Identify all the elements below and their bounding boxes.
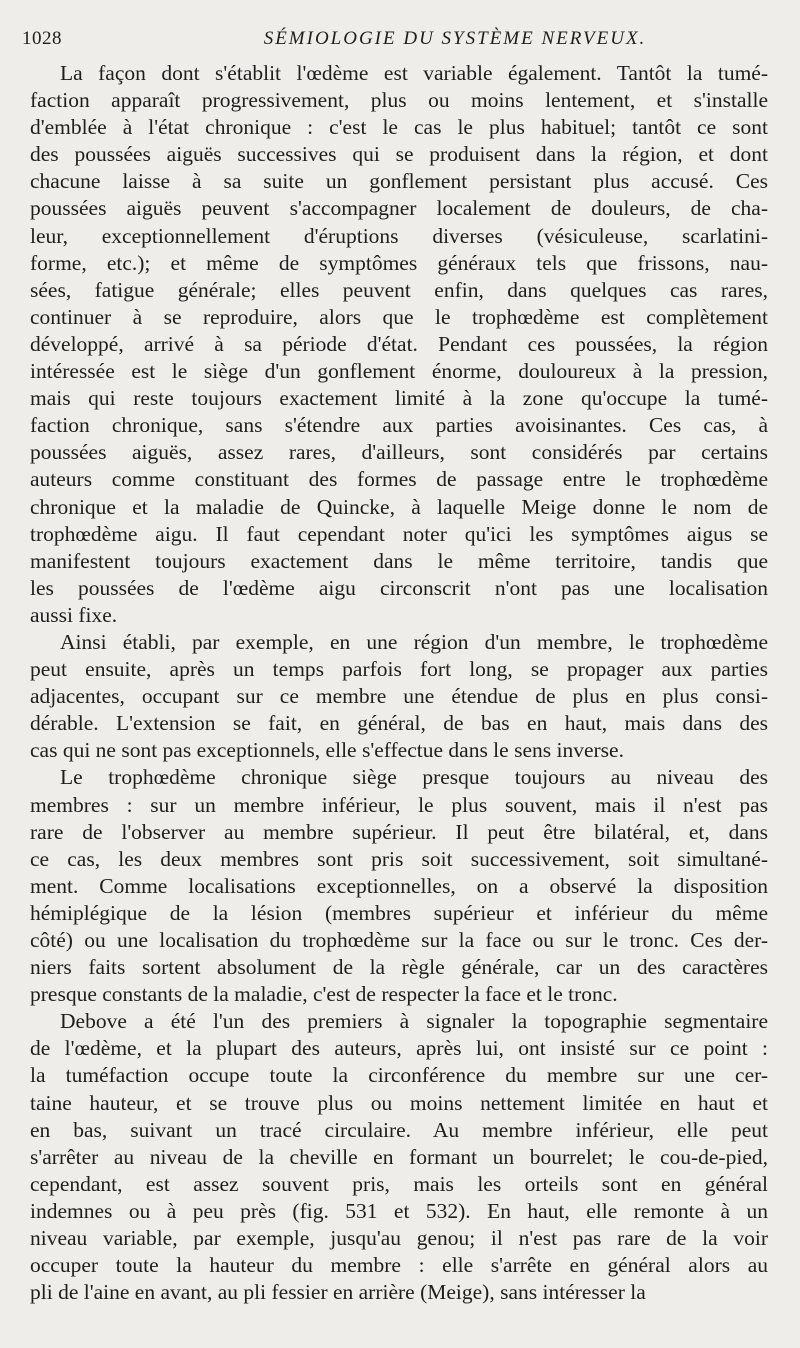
text-line: ment. Comme localisations exceptionnelles, on a observé la disposition <box>30 873 768 898</box>
text-line: rare de l'observer au membre supérieur. Il peut être bilatéral, et, dans <box>30 819 768 844</box>
text-line: des poussées aiguës successives qui se produisent dans la région, et dont <box>30 142 768 167</box>
text-line: forme, etc.); et même de symptômes généraux tels que frissons, nau- <box>30 250 768 275</box>
text-line: taine hauteur, et se trouve plus ou moins nettement limitée en haut et <box>30 1090 768 1115</box>
text-line: Ainsi établi, par exemple, en une région d'un membre, le trophœdème <box>60 629 768 654</box>
text-line: chacune laisse à sa suite un gonflement persistant plus accusé. Ces <box>30 169 768 194</box>
text-line: indemnes ou à peu près (fig. 531 et 532). En haut, elle remonte à un <box>30 1198 768 1223</box>
paragraph <box>30 629 768 764</box>
text-line: adjacentes, occupant sur ce membre une étendue de plus en plus consi- <box>30 684 768 709</box>
text-line: occuper toute la hauteur du membre : elle s'arrête en général alors au <box>30 1253 768 1278</box>
text-line: de l'œdème, et la plupart des auteurs, après lui, ont insisté sur ce point : <box>30 1036 768 1061</box>
text-line: d'emblée à l'état chronique : c'est le cas le plus habituel; tantôt ce sont <box>30 115 768 140</box>
text-line: manifestent toujours exactement dans le même territoire, tandis que <box>30 548 768 573</box>
text-line: leur, exceptionnellement d'éruptions diverses (vésiculeuse, scarlatini- <box>30 223 768 248</box>
text-line: hémiplégique de la lésion (membres supérieur et inférieur du même <box>30 900 768 925</box>
text-line: Debove a été l'un des premiers à signaler la topographie segmentaire <box>60 1009 768 1034</box>
text-line: peut ensuite, après un temps parfois fort long, se propager aux parties <box>30 657 768 682</box>
text-line: Le trophœdème chronique siège presque toujours au niveau des <box>60 765 768 790</box>
text-line: La façon dont s'établit l'œdème est variable également. Tantôt la tumé- <box>60 61 768 85</box>
text-line: cas qui ne sont pas exceptionnels, elle s'effectue dans le sens inverse. <box>30 738 624 763</box>
paragraph <box>30 1008 768 1306</box>
text-line: niers faits sortent absolument de la règle générale, car un des caractères <box>30 955 768 980</box>
text-line: développé, arrivé à sa période d'état. Pendant ces poussées, la région <box>30 331 768 356</box>
text-line: côté) ou une localisation du trophœdème sur la face ou sur le tronc. Ces der- <box>30 928 768 952</box>
text-line: membres : sur un membre inférieur, le plus souvent, mais il n'est pas <box>30 792 768 817</box>
text-line: continuer à se reproduire, alors que le trophœdème est complètement <box>30 304 768 329</box>
text-line: en bas, suivant un tracé circulaire. Au membre inférieur, elle peut <box>30 1117 768 1142</box>
text-line: poussées aiguës, assez rares, d'ailleurs, sont considérés par certains <box>30 440 768 465</box>
paragraph <box>30 60 768 629</box>
text-line: intéressée est le siège d'un gonflement énorme, douloureux à la pression, <box>30 359 768 384</box>
text-line: faction apparaît progressivement, plus ou moins lentement, et s'installe <box>30 88 768 113</box>
text-line: aussi fixe. <box>30 602 118 627</box>
text-line: auteurs comme constituant des formes de passage entre le trophœdème <box>30 467 768 492</box>
page-number: 1028 <box>22 28 62 49</box>
text-line: mais qui reste toujours exactement limité à la zone qu'occupe la tumé- <box>30 386 768 411</box>
running-title: SÉMIOLOGIE DU SYSTÈME NERVEUX. <box>263 28 647 49</box>
text-line: cependant, est assez souvent pris, mais les orteils sont en général <box>30 1171 768 1196</box>
text-line: dérable. L'extension se fait, en général, de bas en haut, mais dans des <box>30 711 768 736</box>
text-line: faction chronique, sans s'étendre aux parties avoisinantes. Ces cas, à <box>30 413 768 438</box>
text-line: les poussées de l'œdème aigu circonscrit n'ont pas une localisation <box>30 575 768 600</box>
text-line: la tuméfaction occupe toute la circonférence du membre sur une cer- <box>30 1063 768 1088</box>
text-line: poussées aiguës peuvent s'accompagner localement de douleurs, de cha- <box>30 196 768 221</box>
body-text <box>30 60 768 1306</box>
text-line: trophœdème aigu. Il faut cependant noter qu'ici les symptômes aigus se <box>30 521 768 546</box>
page-header <box>22 28 778 54</box>
paragraph <box>30 764 768 1008</box>
text-line: presque constants de la maladie, c'est de respecter la face et le tronc. <box>30 982 618 1007</box>
text-line: chronique et la maladie de Quincke, à laquelle Meige donne le nom de <box>30 494 768 519</box>
text-line: ce cas, les deux membres sont pris soit successivement, soit simultané- <box>30 846 768 871</box>
text-line: pli de l'aine en avant, au pli fessier en arrière (Meige), sans intéresser la <box>30 1280 646 1305</box>
text-line: s'arrêter au niveau de la cheville en formant un bourrelet; le cou-de-pied, <box>30 1144 768 1169</box>
text-line: niveau variable, par exemple, jusqu'au genou; il n'est pas rare de la voir <box>30 1226 768 1251</box>
text-line: sées, fatigue générale; elles peuvent enfin, dans quelques cas rares, <box>30 277 768 302</box>
